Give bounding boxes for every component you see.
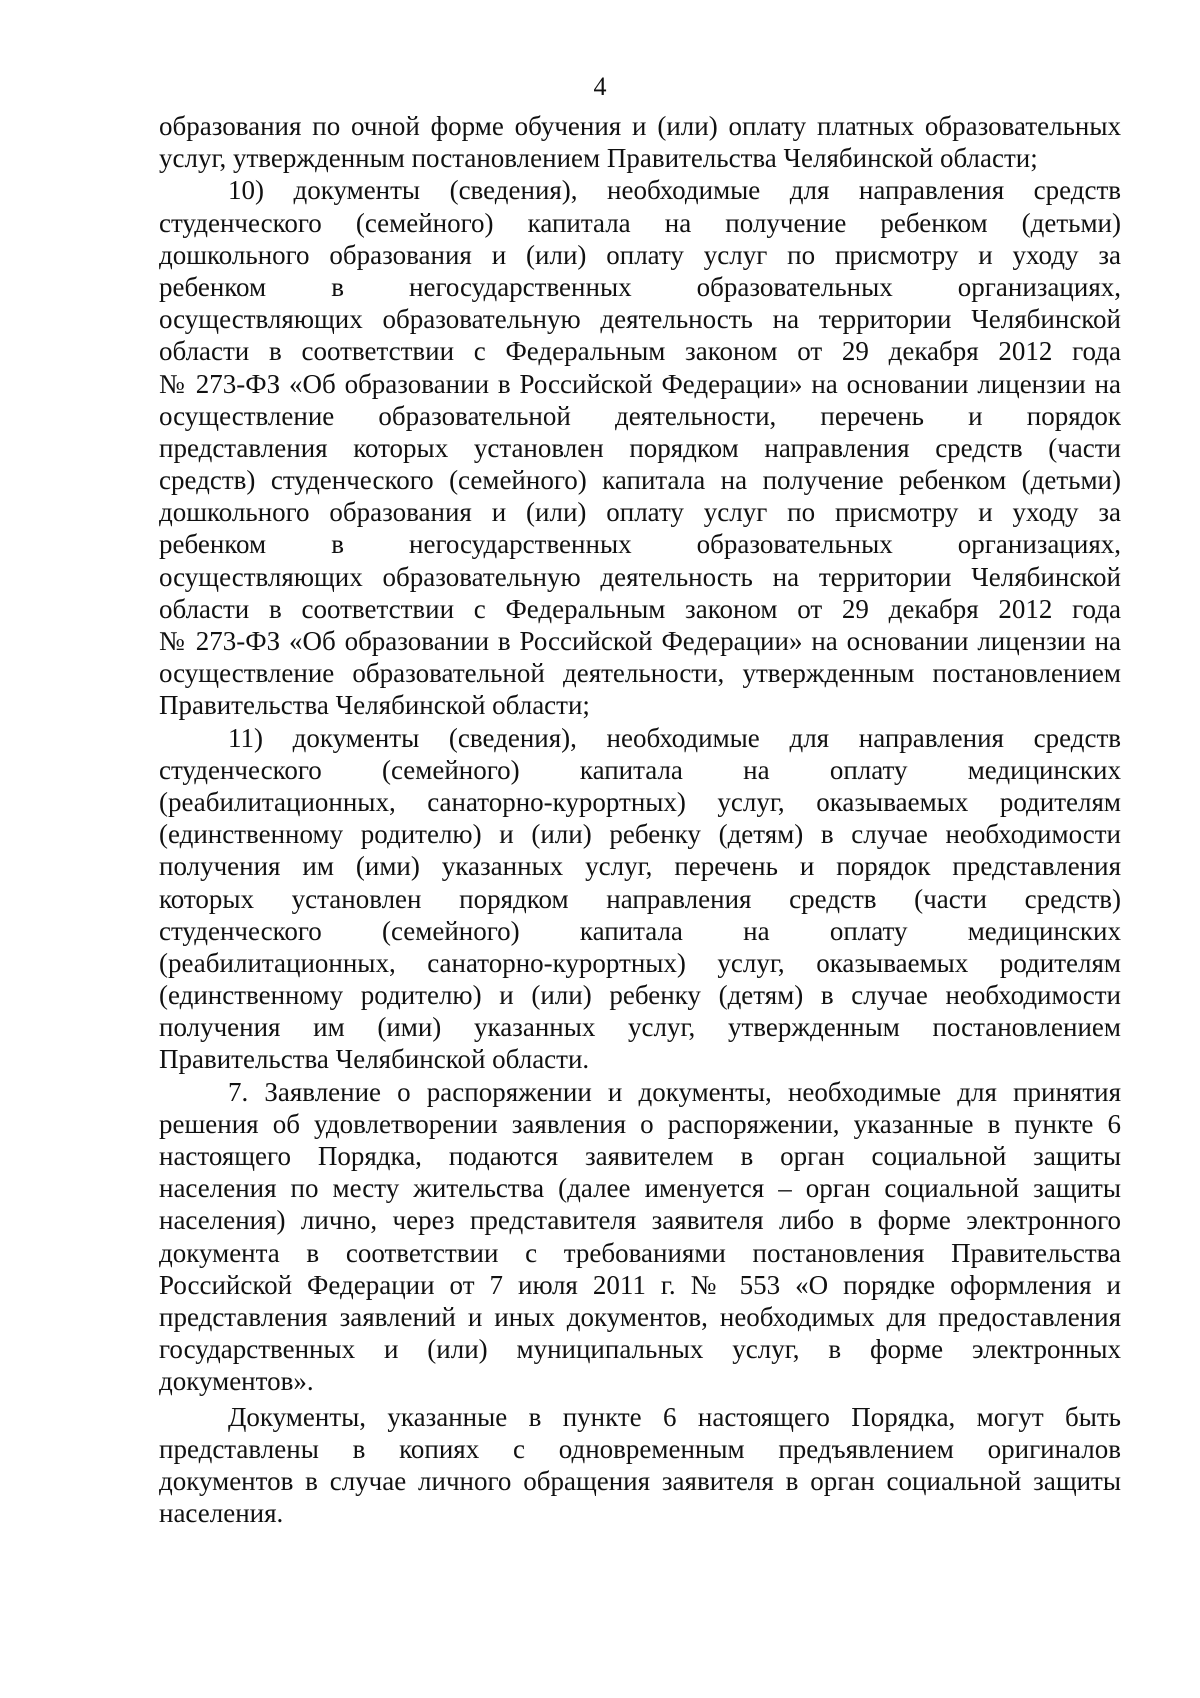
text-line: дошкольного образования и (или) оплату услуг по присмотру и уходу за — [159, 239, 1121, 270]
text-line: дошкольного образования и (или) оплату услуг по присмотру и уходу за — [159, 497, 1121, 528]
text-line: 11) документы (сведения), необходимые для направления средств — [228, 722, 1121, 753]
text-line: 10) документы (сведения), необходимые для направления средств — [228, 175, 1121, 206]
text-line: образования по очной форме обучения и (или) оплату платных образовательных — [159, 111, 1121, 141]
text-line: средств) студенческого (семейного) капитала на получение ребенком (детьми) — [159, 465, 1121, 496]
text-line: решения об удовлетворении заявления о распоряжении, указанные в пункте 6 — [159, 1108, 1121, 1139]
text-line: ребенком в негосударственных образовательных организациях, — [159, 529, 1121, 560]
text-line: ребенком в негосударственных образовательных организациях, — [159, 271, 1121, 302]
text-line: государственных и (или) муниципальных услуг, в форме электронных — [159, 1334, 1121, 1365]
text-line: населения. — [159, 1498, 284, 1529]
text-line: населения) лично, через представителя заявителя либо в форме электронного — [159, 1205, 1121, 1236]
text-line: Правительства Челябинской области. — [159, 1044, 590, 1075]
text-line: Правительства Челябинской области; — [159, 690, 590, 721]
text-line: осуществляющих образовательную деятельность на территории Челябинской — [159, 561, 1121, 592]
text-line: (реабилитационных, санаторно-курортных) услуг, оказываемых родителям — [159, 786, 1121, 817]
text-line: Российской Федерации от 7 июля 2011 г. № 553 «О порядке оформления и — [159, 1269, 1121, 1300]
document-body — [159, 110, 1121, 1529]
text-line: настоящего Порядка, подаются заявителем в орган социальной защиты — [159, 1141, 1121, 1171]
text-line: (реабилитационных, санаторно-курортных) услуг, оказываемых родителям — [159, 947, 1121, 978]
text-line: представлены в копиях с одновременным предъявлением оригиналов — [159, 1433, 1121, 1464]
text-line: области в соответствии с Федеральным законом от 29 декабря 2012 года — [159, 336, 1121, 367]
text-line: студенческого (семейного) капитала на оплату медицинских — [159, 754, 1121, 785]
text-line: осуществление образовательной деятельности, утвержденным постановлением — [159, 658, 1121, 689]
text-line: которых установлен порядком направления средств (части средств) — [159, 883, 1121, 914]
text-line: получения им (ими) указанных услуг, перечень и порядок представления — [159, 851, 1121, 882]
text-line: студенческого (семейного) капитала на оплату медицинских — [159, 915, 1121, 946]
text-line: услуг, утвержденным постановлением Правительства Челябинской области; — [159, 143, 1038, 174]
text-line: документов в случае личного обращения заявителя в орган социальной защиты — [159, 1465, 1121, 1496]
text-line: представления заявлений и иных документов, необходимых для предоставления — [159, 1301, 1121, 1332]
text-line: области в соответствии с Федеральным законом от 29 декабря 2012 года — [159, 593, 1121, 624]
text-line: № 273-ФЗ «Об образовании в Российской Федерации» на основании лицензии на — [159, 626, 1121, 656]
text-line: получения им (ими) указанных услуг, утвержденным постановлением — [159, 1012, 1121, 1043]
text-line: осуществление образовательной деятельности, перечень и порядок — [159, 400, 1121, 431]
text-line: осуществляющих образовательную деятельность на территории Челябинской — [159, 304, 1121, 335]
page-number: 4 — [593, 72, 607, 101]
text-line: населения по месту жительства (далее именуется – орган социальной защиты — [159, 1173, 1121, 1204]
text-line: документа в соответствии с требованиями постановления Правительства — [159, 1237, 1121, 1268]
text-line: (единственному родителю) и (или) ребенку (детям) в случае необходимости — [159, 819, 1121, 850]
text-line: документов». — [159, 1366, 314, 1397]
text-line: № 273-ФЗ «Об образовании в Российской Федерации» на основании лицензии на — [159, 368, 1121, 399]
text-line: студенческого (семейного) капитала на получение ребенком (детьми) — [159, 207, 1121, 238]
text-line: 7. Заявление о распоряжении и документы, необходимые для принятия — [228, 1076, 1121, 1107]
text-line: (единственному родителю) и (или) ребенку (детям) в случае необходимости — [159, 980, 1121, 1011]
text-line: представления которых установлен порядком направления средств (части — [159, 432, 1121, 463]
text-line: Документы, указанные в пункте 6 настоящего Порядка, могут быть — [228, 1401, 1121, 1432]
